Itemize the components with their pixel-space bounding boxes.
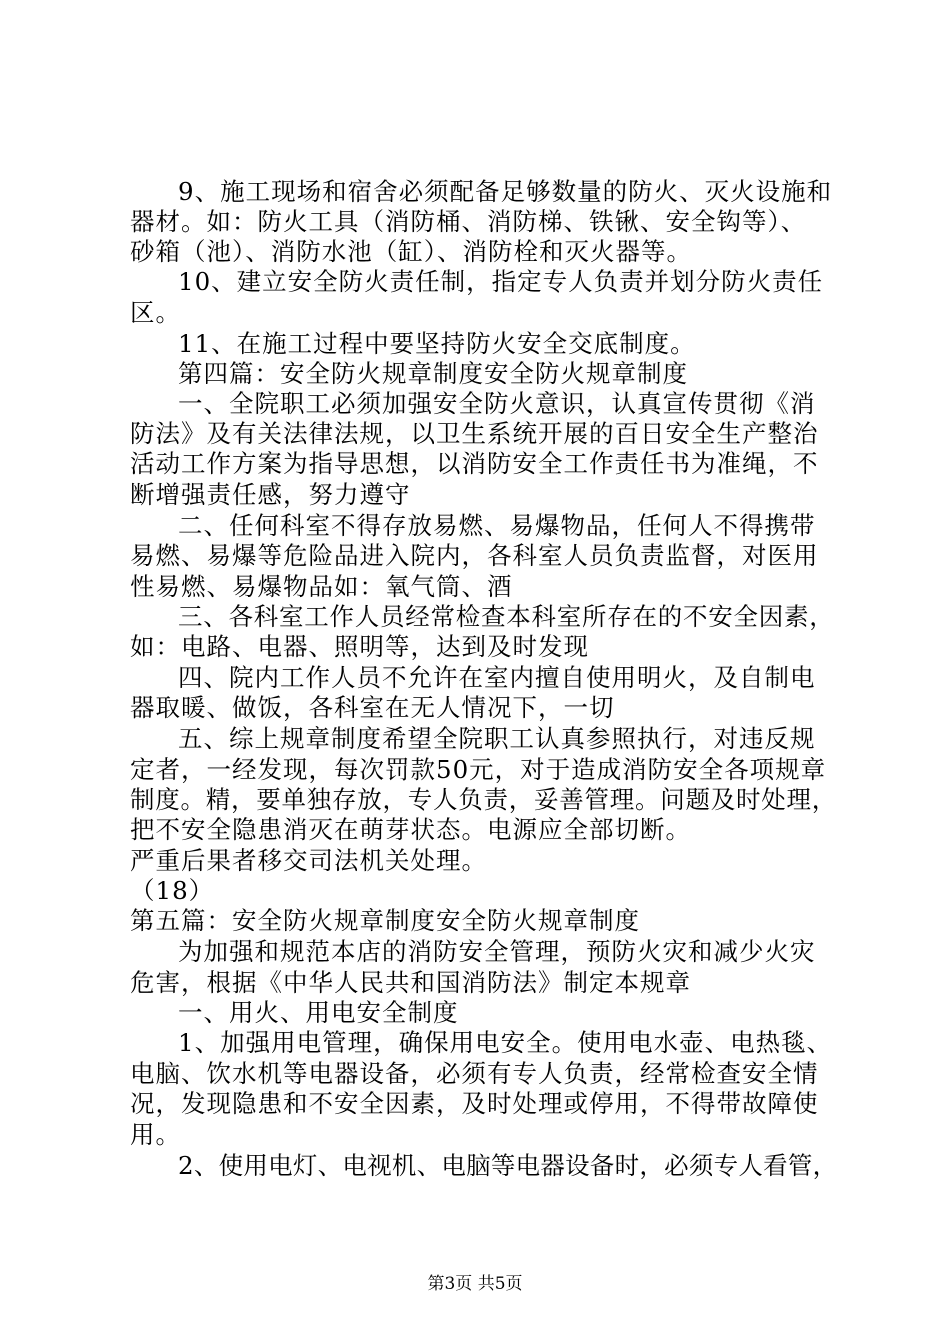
text-line: 况，发现隐患和不安全因素，及时处理或停用，不得带故障使 [130,1089,819,1118]
text-line: 断增强责任感，努力遵守 [130,480,411,509]
text-line: 五、综上规章制度希望全院职工认真参照执行，对违反规 [178,724,816,753]
text-line: 用。 [130,1120,181,1149]
text-line: 制度。精，要单独存放，专人负责，妥善管理。问题及时处理， [130,785,837,814]
text-line: 定者，一经发现，每次罚款50元，对于造成消防安全各项规章 [130,755,827,784]
page-number: 第3页 共5页 [427,1274,523,1294]
text-line: 一、全院职工必须加强安全防火意识，认真宣传贯彻《消 [178,389,816,418]
text-line: 防法》及有关法律法规，以卫生系统开展的百日安全生产整治 [130,419,819,448]
text-line: 危害，根据《中华人民共和国消防法》制定本规章 [130,968,691,997]
section-heading: 第五篇：安全防火规章制度安全防火规章制度 [130,906,640,935]
text-line: 器取暖、做饭，各科室在无人情况下，一切 [130,693,615,722]
text-line: 2、使用电灯、电视机、电脑等电器设备时，必须专人看管， [178,1151,838,1180]
text-line: 区。 [130,298,181,327]
text-line: 为加强和规范本店的消防安全管理，预防火灾和减少火灾 [178,937,816,966]
text-line: 10、建立安全防火责任制，指定专人负责并划分防火责任 [178,267,824,296]
text-line: 1、加强用电管理，确保用电安全。使用电水壶、电热毯、 [178,1028,833,1057]
text-line: 二、任何科室不得存放易燃、易爆物品，任何人不得携带 [178,511,816,540]
text-line: 易燃、易爆等危险品进入院内，各科室人员负责监督，对医用 [130,541,819,570]
text-line: 严重后果者移交司法机关处理。 [130,846,487,875]
text-line: 如：电路、电器、照明等，达到及时发现 [130,632,589,661]
text-line: 砂箱（池）、消防水池（缸）、消防栓和灭火器等。 [130,237,692,266]
text-line: 一、用火、用电安全制度 [178,998,459,1027]
text-line: 9、施工现场和宿舍必须配备足够数量的防火、灭火设施和 [178,177,833,206]
text-line: 11、在施工过程中要坚持防火安全交底制度。 [178,329,696,358]
text-line: 活动工作方案为指导思想，以消防安全工作责任书为准绳，不 [130,449,819,478]
text-line: 器材。如：防火工具（消防桶、消防梯、铁锹、安全钩等）、 [130,207,807,236]
text-line: 四、院内工作人员不允许在室内擅自使用明火，及自制电 [178,663,816,692]
text-line: 三、各科室工作人员经常检查本科室所存在的不安全因素， [178,602,835,631]
text-line: 性易燃、易爆物品如：氧气筒、酒 [130,572,513,601]
section-heading: 第四篇：安全防火规章制度安全防火规章制度 [178,359,688,388]
text-line: （18） [130,876,215,905]
text-line: 把不安全隐患消灭在萌芽状态。电源应全部切断。 [130,815,691,844]
text-line: 电脑、饮水机等电器设备，必须有专人负责，经常检查安全情 [130,1059,819,1088]
